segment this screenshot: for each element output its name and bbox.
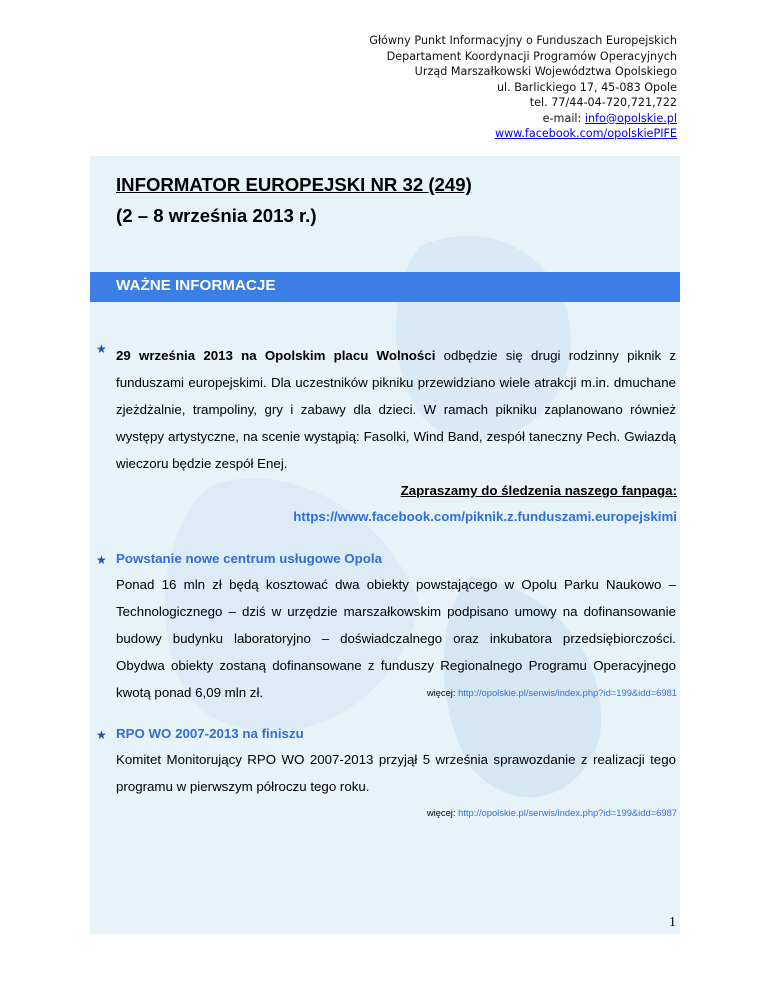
news-item-text: odbędzie się drugi rodzinny piknik z funduszami europejskimi. Dla uczestników pikniku przewidziano wiele atrakcji m.in. dmuchane zjeżdżalnie, trampoliny, gry i zabawy dla dzieci. W ramach pikniku zaplanowano również występy artystyczne, na scenie wystąpią: Fasolki, Wind Band, zespół taneczny Pech. Gwiazdą wieczoru będzie zespół Enej. xyxy=(116,348,676,471)
more-label: więcej: xyxy=(426,807,459,818)
section-heading: WAŻNE INFORMACJE xyxy=(116,277,276,294)
fanpage-link[interactable]: https://www.facebook.com/piknik.z.funduszami.europejskimi xyxy=(293,509,677,524)
header-email-line xyxy=(369,111,677,127)
header-line-3: Urząd Marszałkowski Województwa Opolskiego xyxy=(414,65,677,78)
news-item-text: Komitet Monitorujący RPO WO 2007-2013 przyjął 5 września sprawozdanie z realizacji tego programu w pierwszym półroczu tego roku. xyxy=(116,752,676,794)
news-item-body xyxy=(116,342,676,477)
header-line-4: ul. Barlickiego 17, 45-083 Opole xyxy=(496,80,677,94)
more-link[interactable]: http://opolskie.pl/serwis/index.php?id=199&idd=6981 xyxy=(458,687,677,698)
more-link-line xyxy=(427,807,677,818)
star-bullet-icon: ★ xyxy=(96,342,107,356)
header-line-1: Główny Punkt Informacyjny o Funduszach Europejskich xyxy=(369,34,677,47)
news-item-service-center xyxy=(96,547,676,706)
facebook-link[interactable]: www.facebook.com/opolskiePIFE xyxy=(494,127,677,140)
document-dates: (2 – 8 września 2013 r.) xyxy=(116,205,317,226)
header-line-5: tel. 77/44-04-720,721,722 xyxy=(529,96,677,109)
news-item-title: RPO WO 2007-2013 na finiszu xyxy=(116,726,304,741)
fanpage-invite: Zapraszamy do śledzenia naszego fanpaga: xyxy=(400,483,677,498)
email-label: e-mail: xyxy=(542,111,585,125)
more-label: więcej: xyxy=(426,687,459,698)
star-bullet-icon: ★ xyxy=(96,553,107,567)
more-link-line xyxy=(427,687,677,698)
section-banner xyxy=(90,272,680,302)
news-item-rpo xyxy=(96,722,676,800)
news-item-text: Ponad 16 mln zł będą kosztować dwa obiekty powstającego w Opolu Parku Naukowo – Technologicznego – dziś w urzędzie marszałkowskim podpisano umowy na dofinansowanie budowy budynku laboratoryjno – doświadczalnego oraz inkubatora przedsiębiorczości. Obydwa obiekty zostaną dofinansowane z funduszy Regionalnego Programu Operacyjnego kwotą ponad 6,09 mln zł. xyxy=(116,577,676,700)
header-contact-block xyxy=(369,33,677,142)
news-item-picnic xyxy=(96,342,676,477)
header-line-2: Departament Koordynacji Programów Operacyjnych xyxy=(386,49,677,63)
news-item-lead: 29 września 2013 na Opolskim placu Wolności xyxy=(116,348,436,363)
more-link[interactable]: http://opolskie.pl/serwis/index.php?id=199&idd=6987 xyxy=(458,807,677,818)
news-item-title: Powstanie nowe centrum usługowe Opola xyxy=(116,551,382,566)
page-number: 1 xyxy=(669,915,676,930)
email-link[interactable]: info@opolskie.pl xyxy=(584,111,677,125)
star-bullet-icon: ★ xyxy=(96,728,107,742)
document-title: INFORMATOR EUROPEJSKI NR 32 (249) xyxy=(116,174,472,195)
